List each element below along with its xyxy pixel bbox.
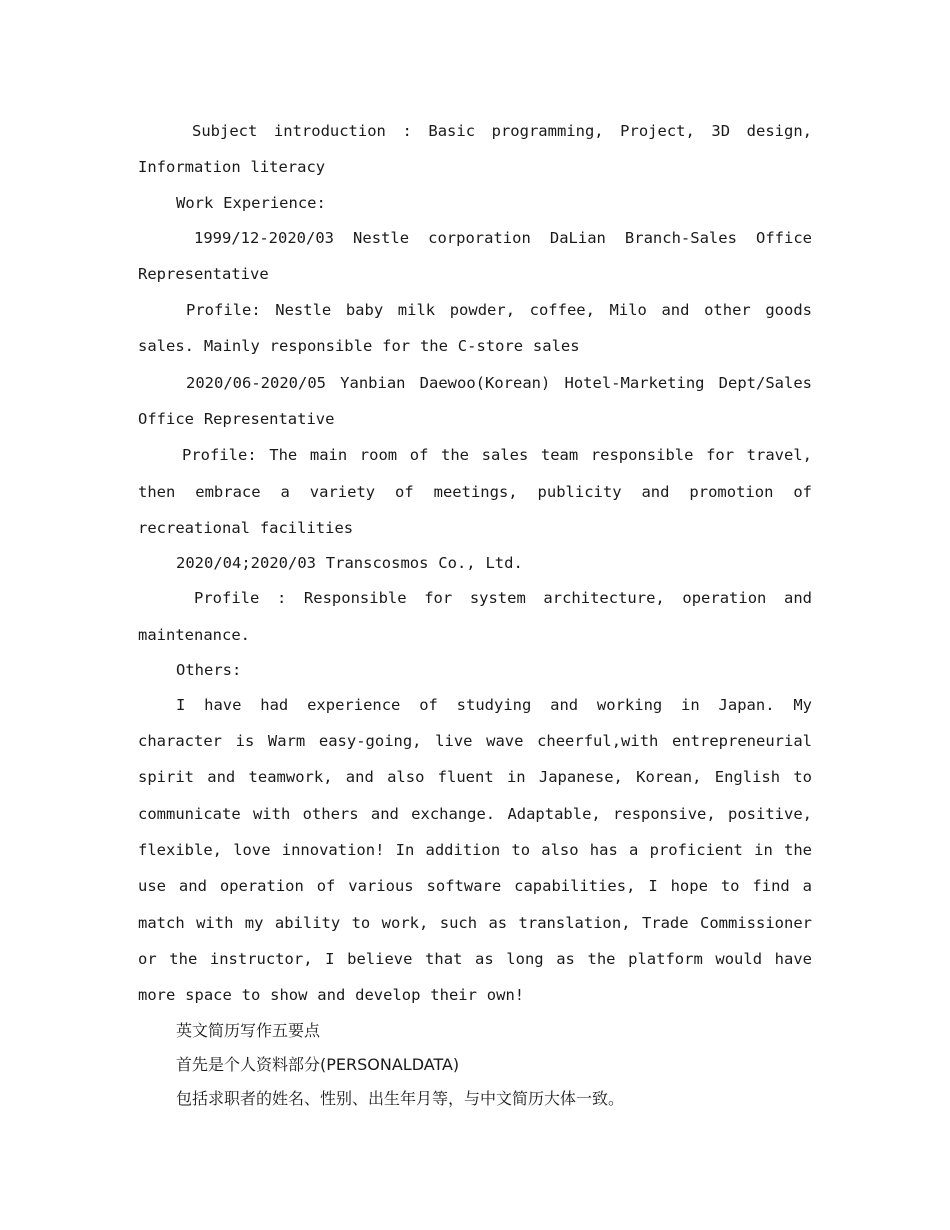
document-page (138, 113, 812, 1116)
job-nestle-title: 1999/12-2020/03 Nestle corporation DaLian Branch-Sales Office Representative (138, 228, 812, 283)
others-heading: Others: (176, 660, 242, 679)
personal-data-heading: 首先是个人资料部分(PERSONALDATA) (176, 1054, 460, 1074)
job-transcosmos-title: 2020/04;2020/03 Transcosmos Co., Ltd. (176, 554, 523, 573)
personal-data-description: 包括求职者的姓名、性别、出生年月等，与中文简历大体一致。 (176, 1088, 625, 1108)
others-paragraph: I have had experience of studying and working in Japan. My character is Warm easy-going, live wave cheerful,with entrepreneurial spirit and teamwork, and also fluent in Japanese, Korean, English to communicate with others and exchange. Adaptable, responsive, positive, flexible, love innovation! In addition to also has a proficient in the use and operation of various software capabilities, I hope to find a match with my ability to work, such as translation, Trade Commissioner or the instructor, I believe that as long as the platform would have more space to show and develop their own! (138, 695, 812, 1005)
work-experience-heading: Work Experience: (176, 193, 326, 212)
job-transcosmos-profile: Profile : Responsible for system architecture, operation and maintenance. (138, 589, 812, 644)
subject-introduction-paragraph: Subject introduction : Basic programming, Project, 3D design, Information literacy (138, 122, 812, 177)
job-daewoo-profile: Profile: The main room of the sales team responsible for travel, then embrace a variety of meetings, publicity and promotion of recreational facilities (138, 446, 812, 537)
job-daewoo-title: 2020/06-2020/05 Yanbian Daewoo(Korean) Hotel-Marketing Dept/Sales Office Representative (138, 373, 812, 429)
job-nestle-profile: Profile: Nestle baby milk powder, coffee, Milo and other goods sales. Mainly responsible for the C-store sales (138, 301, 812, 356)
resume-tips-heading: 英文简历写作五要点 (176, 1020, 321, 1040)
